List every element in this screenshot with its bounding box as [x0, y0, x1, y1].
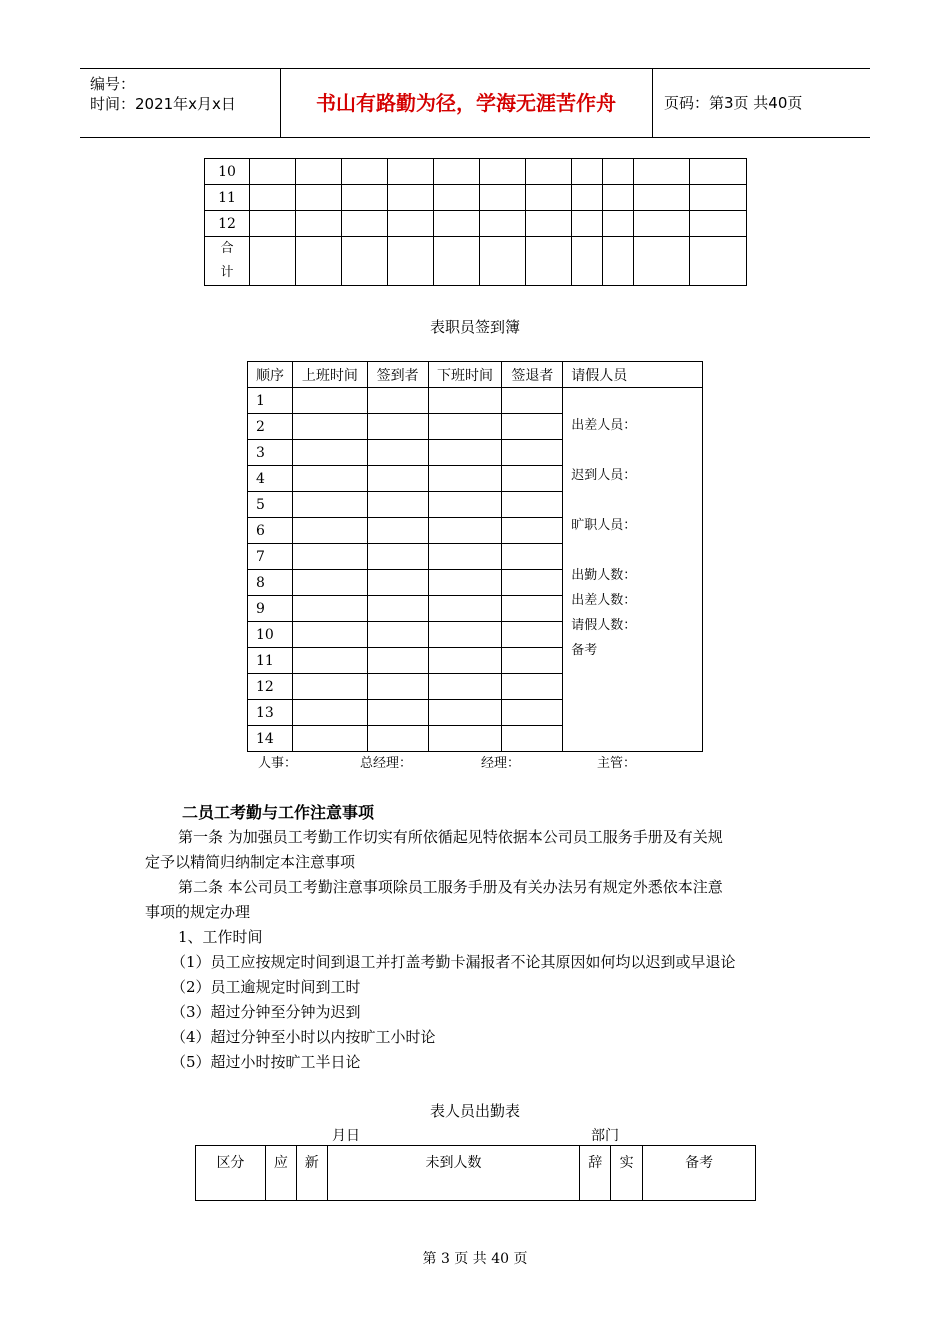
- date-label: 月日: [332, 1128, 360, 1144]
- row-number: 9: [248, 596, 293, 622]
- row-number: 8: [248, 570, 293, 596]
- list-item: （2）员工逾规定时间到工时: [171, 978, 361, 996]
- row-number: 11: [248, 648, 293, 674]
- list-item: （1）员工应按规定时间到退工并打盖考勤卡漏报者不论其原因如何均以迟到或早退论: [171, 953, 736, 971]
- row-number: 3: [248, 440, 293, 466]
- article-1-line-1: 第一条 为加强员工考勤工作切实有所依循起见特依据本公司员工服务手册及有关规: [178, 828, 723, 846]
- col-header-new: 新: [296, 1146, 327, 1201]
- header-info: [80, 69, 281, 137]
- list-item: （5）超过小时按旷工半日论: [171, 1053, 361, 1071]
- col-header-leave: 请假人员: [563, 362, 703, 388]
- col-header-end-time: 下班时间: [428, 362, 502, 388]
- header-row: [196, 1146, 756, 1201]
- page-header: [80, 68, 870, 138]
- col-header-remarks: 备考: [643, 1146, 756, 1201]
- col-header-start-time: 上班时间: [292, 362, 367, 388]
- absent-label: 旷职人员：: [571, 518, 637, 533]
- row-number: 10: [205, 159, 250, 185]
- table-row: [205, 185, 747, 211]
- time-label: 时间：2021年x月x日: [90, 95, 236, 113]
- sign-gm: 总经理：: [360, 756, 413, 771]
- remarks-label: 备考: [571, 643, 598, 658]
- total-row: [205, 237, 747, 286]
- table-row: [205, 211, 747, 237]
- trip-count-label: 出差人数：: [571, 593, 637, 608]
- sign-hr: 人事：: [258, 756, 298, 771]
- row-number: 10: [248, 622, 293, 648]
- attendance-count-label: 出勤人数：: [571, 568, 637, 583]
- total-label: [205, 237, 250, 286]
- list-item: （4）超过分钟至小时以内按旷工小时论: [171, 1028, 436, 1046]
- business-trip-label: 出差人员：: [571, 418, 637, 433]
- col-header-order: 顺序: [248, 362, 293, 388]
- col-header-actual: 实: [611, 1146, 643, 1201]
- leave-count-label: 请假人数：: [571, 618, 637, 633]
- attendance-caption: 表人员出勤表: [429, 1102, 520, 1120]
- row-number: 11: [205, 185, 250, 211]
- list-item: （3）超过分钟至分钟为迟到: [171, 1003, 361, 1021]
- department-label: 部门: [591, 1128, 619, 1144]
- signin-table: [247, 361, 703, 752]
- row-number: 1: [248, 388, 293, 414]
- row-number: 5: [248, 492, 293, 518]
- row-number: 6: [248, 518, 293, 544]
- row-number: 12: [248, 674, 293, 700]
- header-motto: 书山有路勤为径，学海无涯苦作舟: [280, 69, 653, 137]
- header-row: [248, 362, 703, 388]
- attendance-table: [195, 1145, 756, 1201]
- row-number: 13: [248, 700, 293, 726]
- signin-caption: 表职员签到簿: [429, 318, 520, 336]
- row-number: 12: [205, 211, 250, 237]
- row-number: 7: [248, 544, 293, 570]
- article-2-line-2: 事项的规定办理: [145, 903, 251, 921]
- sign-manager: 经理：: [481, 756, 521, 771]
- col-header-resigned: 辞: [580, 1146, 611, 1201]
- article-1-line-2: 定予以精简归纳制定本注意事项: [145, 853, 356, 871]
- table-row: [205, 159, 747, 185]
- col-header-signout: 签退者: [502, 362, 563, 388]
- article-2-line-1: 第二条 本公司员工考勤注意事项除员工服务手册及有关办法另有规定外悉依本注意: [178, 878, 723, 896]
- row-number: 2: [248, 414, 293, 440]
- code-label: 编号：: [90, 75, 136, 93]
- total-label-top: 合: [220, 241, 234, 256]
- col-header-category: 区分: [196, 1146, 266, 1201]
- col-header-expected: 应: [265, 1146, 296, 1201]
- col-header-signin: 签到者: [367, 362, 428, 388]
- header-page-info: 页码：第3页 共40页: [664, 94, 803, 112]
- section-title: 二员工考勤与工作注意事项: [182, 803, 375, 822]
- table-row: [248, 388, 703, 414]
- item-heading: 1、工作时间: [178, 928, 263, 946]
- sign-supervisor: 主管：: [597, 756, 637, 771]
- col-header-absent-count: 未到人数: [327, 1146, 579, 1201]
- leave-summary: [563, 388, 703, 752]
- continued-table: [204, 158, 747, 286]
- late-label: 迟到人员：: [571, 468, 637, 483]
- page-footer: 第 3 页 共 40 页: [422, 1251, 528, 1267]
- row-number: 14: [248, 726, 293, 752]
- row-number: 4: [248, 466, 293, 492]
- total-label-bottom: 计: [220, 265, 234, 280]
